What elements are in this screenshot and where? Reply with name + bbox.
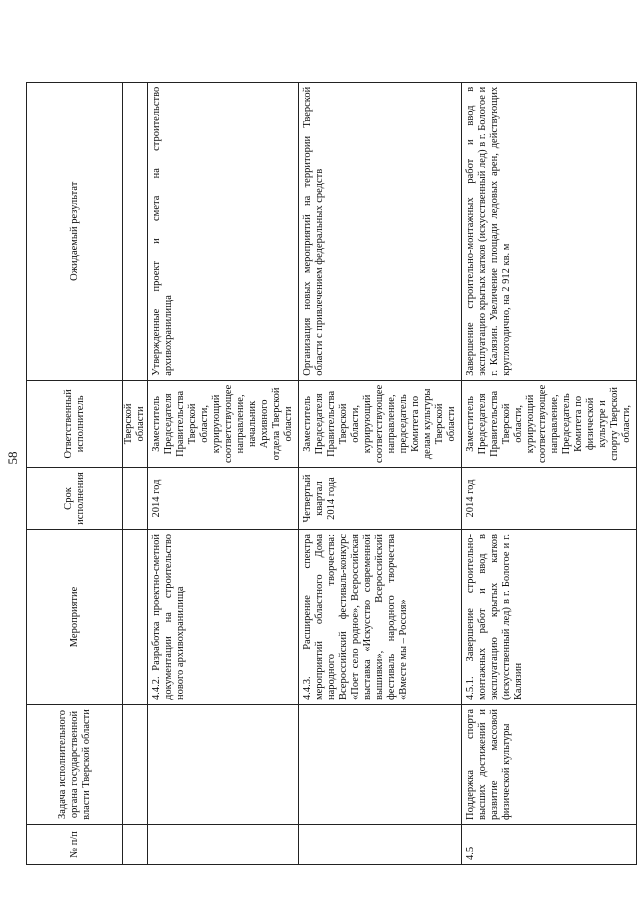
cell-event: 4.4.3. Расширение спектра мероприятий областного Дома народного творчества: Всероссийский фестиваль-конкурс «Поет село родное», Всероссийская выставка «Искусство современной вышивки», Всероссийский фестиваль народного творчества «Вместе мы – Россия» [299,530,462,705]
cell-task [123,705,148,825]
header-term: Срок исполнения [27,468,123,530]
cell-term: 2014 год [462,468,637,530]
cell-num [299,825,462,865]
rotated-page [0,33,640,883]
cell-result [123,82,148,380]
plan-table [26,82,637,865]
cell-task [148,705,299,825]
cell-responsible: Заместитель Председателя Правительства Тверской области, курирующий соответствующее направление, председатель Комитета по делам культуры Тверской области [299,380,462,467]
table-row [123,82,148,864]
table-row [148,82,299,864]
header-responsible: Ответственный исполнитель [27,380,123,467]
cell-result: Завершение строительно-монтажных работ и ввод в эксплуатацию крытых катков (искусственный лед) в г. Бологое и г. Калязин. Увеличение площади ледовых арен, действующих круглогодично, на 2 912 кв. м [462,82,637,380]
cell-task [299,705,462,825]
cell-task: Поддержка спорта высших достижений и развитие массовой физической культуры [462,705,637,825]
cell-responsible: Заместитель Председателя Правительства Тверской области, курирующий соответствующее направление, начальник Архивного отдела Тверской области [148,380,299,467]
table-row [462,82,637,864]
cell-num: 4.5 [462,825,637,865]
page-number: 58 [5,451,20,465]
cell-responsible: Заместитель Председателя Правительства Тверской области, курирующий соответствующее направление, Председатель Комитета по физической культуре и спорту Тверской области, [462,380,637,467]
header-result: Ожидаемый результат [27,82,123,380]
cell-event: 4.4.2. Разработка проектно-сметной документации на строительство нового архивохранилища [148,530,299,705]
cell-term: 2014 год [148,468,299,530]
cell-num [148,825,299,865]
cell-term: Четвертый квартал 2014 года [299,468,462,530]
header-row [27,82,123,864]
cell-event [123,530,148,705]
table-row [299,82,462,864]
cell-responsible: Тверской области [123,380,148,467]
cell-term [123,468,148,530]
header-event: Мероприятие [27,530,123,705]
header-num: № п/п [27,825,123,865]
cell-result: Утвержденные проект и смета на строительство архивохранилища [148,82,299,380]
cell-event: 4.5.1. Завершение строительно-монтажных работ и ввод в эксплуатацию крытых катков (искусственный лед) в г. Бологое и г. Калязин [462,530,637,705]
cell-result: Организация новых мероприятий на территории Тверской области с привлечением федеральных средств [299,82,462,380]
cell-num [123,825,148,865]
header-task: Задача исполнительного органа государственной власти Тверской области [27,705,123,825]
